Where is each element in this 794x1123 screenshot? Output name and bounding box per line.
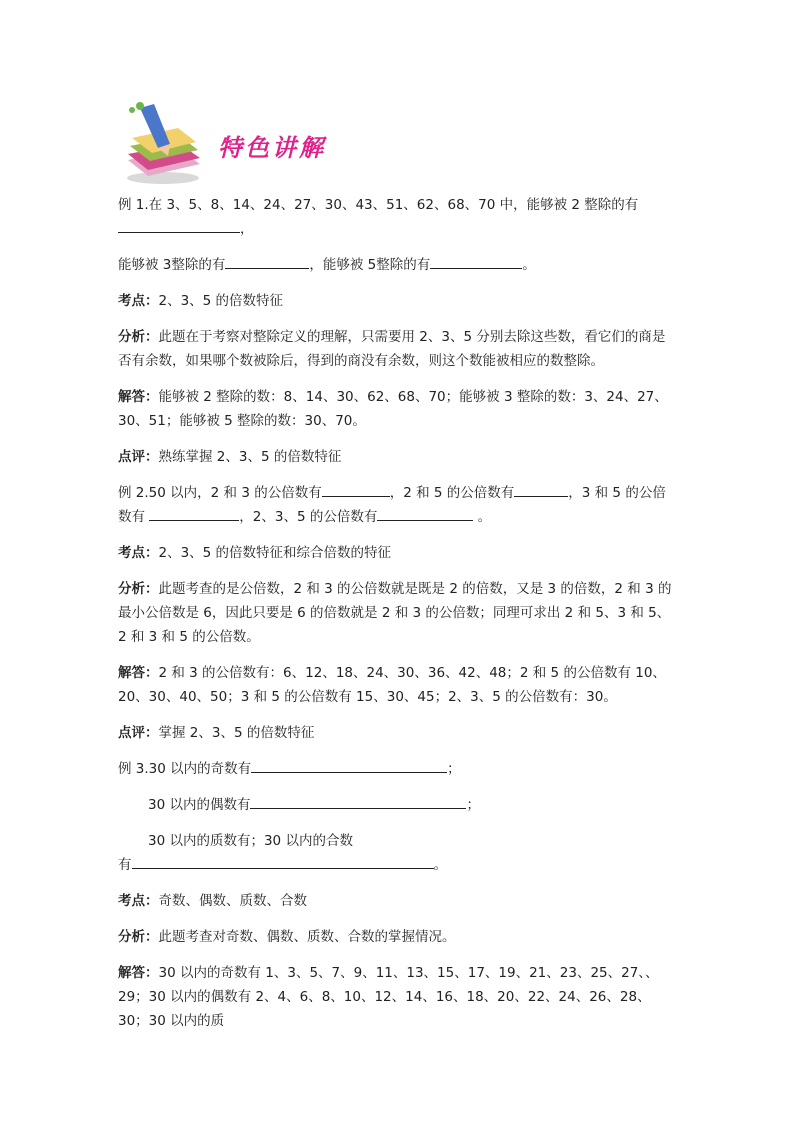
- worksheet-content: [118, 193, 678, 1033]
- ex3-kaodian: 考点：奇数、偶数、质数、合数: [118, 893, 307, 909]
- ex1-question-cont: 能够被 3整除的有 ，能够被 5整除的有 。: [118, 253, 678, 277]
- answer-blank[interactable]: [250, 794, 466, 809]
- ex2-jieda: 解答：2 和 3 的公倍数有：6、12、18、24、30、36、42、48；2 和 5 的公倍数有 10、20、30、40、50；3 和 5 的公倍数有 15、30、45；2、3、5 的公倍数有：30。: [118, 665, 666, 705]
- ex3-question-composite: 有 。: [118, 853, 678, 877]
- ex1-dianping: 点评：熟练掌握 2、3、5 的倍数特征: [118, 449, 342, 465]
- answer-blank[interactable]: [251, 758, 447, 773]
- answer-blank[interactable]: [118, 218, 240, 233]
- books-pencil-icon: [118, 98, 208, 188]
- ex3-question-odd: 例 3.30 以内的奇数有 ；: [118, 757, 678, 781]
- ex1-question: 例 1.在 3、5、8、14、24、27、30、43、51、62、68、70 中，能够被 2 整除的有 ，: [118, 197, 639, 237]
- ex3-question-even: 30 以内的偶数有 ；: [118, 793, 678, 817]
- ex2-question: 例 2.50 以内，2 和 3 的公倍数有 ，2 和 5 的公倍数有 ，3 和 5 的公倍数有 ，2、3、5 的公倍数有 。: [118, 481, 678, 529]
- section-title: 特色讲解: [218, 133, 326, 162]
- ex1-jieda: 解答：能够被 2 整除的数：8、14、30、62、68、70；能够被 3 整除的数：3、24、27、30、51；能够被 5 整除的数：30、70。: [118, 389, 668, 429]
- ex3-jieda: 解答：30 以内的奇数有 1、3、5、7、9、11、13、15、17、19、21、23、25、27、、29；30 以内的偶数有 2、4、6、8、10、12、14、16、18、20、22、24、26、28、30；30 以内的质: [118, 965, 659, 1029]
- answer-blank[interactable]: [430, 254, 522, 269]
- ex3-question-prime: 30 以内的质数有；30 以内的合数: [148, 833, 353, 849]
- answer-blank[interactable]: [322, 482, 390, 497]
- answer-blank[interactable]: [225, 254, 309, 269]
- answer-blank[interactable]: [149, 506, 239, 521]
- ex2-dianping: 点评：掌握 2、3、5 的倍数特征: [118, 725, 315, 741]
- answer-blank[interactable]: [514, 482, 568, 497]
- answer-blank[interactable]: [377, 506, 473, 521]
- ex2-kaodian: 考点：2、3、5 的倍数特征和综合倍数的特征: [118, 545, 392, 561]
- ex1-fenxi: 分析：此题在于考察对整除定义的理解，只需要用 2、3、5 分别去除这些数，看它们的商是否有余数，如果哪个数被除后，得到的商没有余数，则这个数能被相应的数整除。: [118, 329, 666, 369]
- ex3-fenxi: 分析：此题考查对奇数、偶数、质数、合数的掌握情况。: [118, 929, 456, 945]
- section-header: [118, 98, 418, 188]
- ex1-kaodian: 考点：2、3、5 的倍数特征: [118, 293, 284, 309]
- answer-blank[interactable]: [132, 854, 434, 869]
- ex2-fenxi: 分析：此题考查的是公倍数，2 和 3 的公倍数就是既是 2 的倍数，又是 3 的倍数，2 和 3 的最小公倍数是 6，因此只要是 6 的倍数就是 2 和 3 的公倍数；同理可求出 2 和 5、3 和 5、2 和 3 和 5 的公倍数。: [118, 581, 672, 645]
